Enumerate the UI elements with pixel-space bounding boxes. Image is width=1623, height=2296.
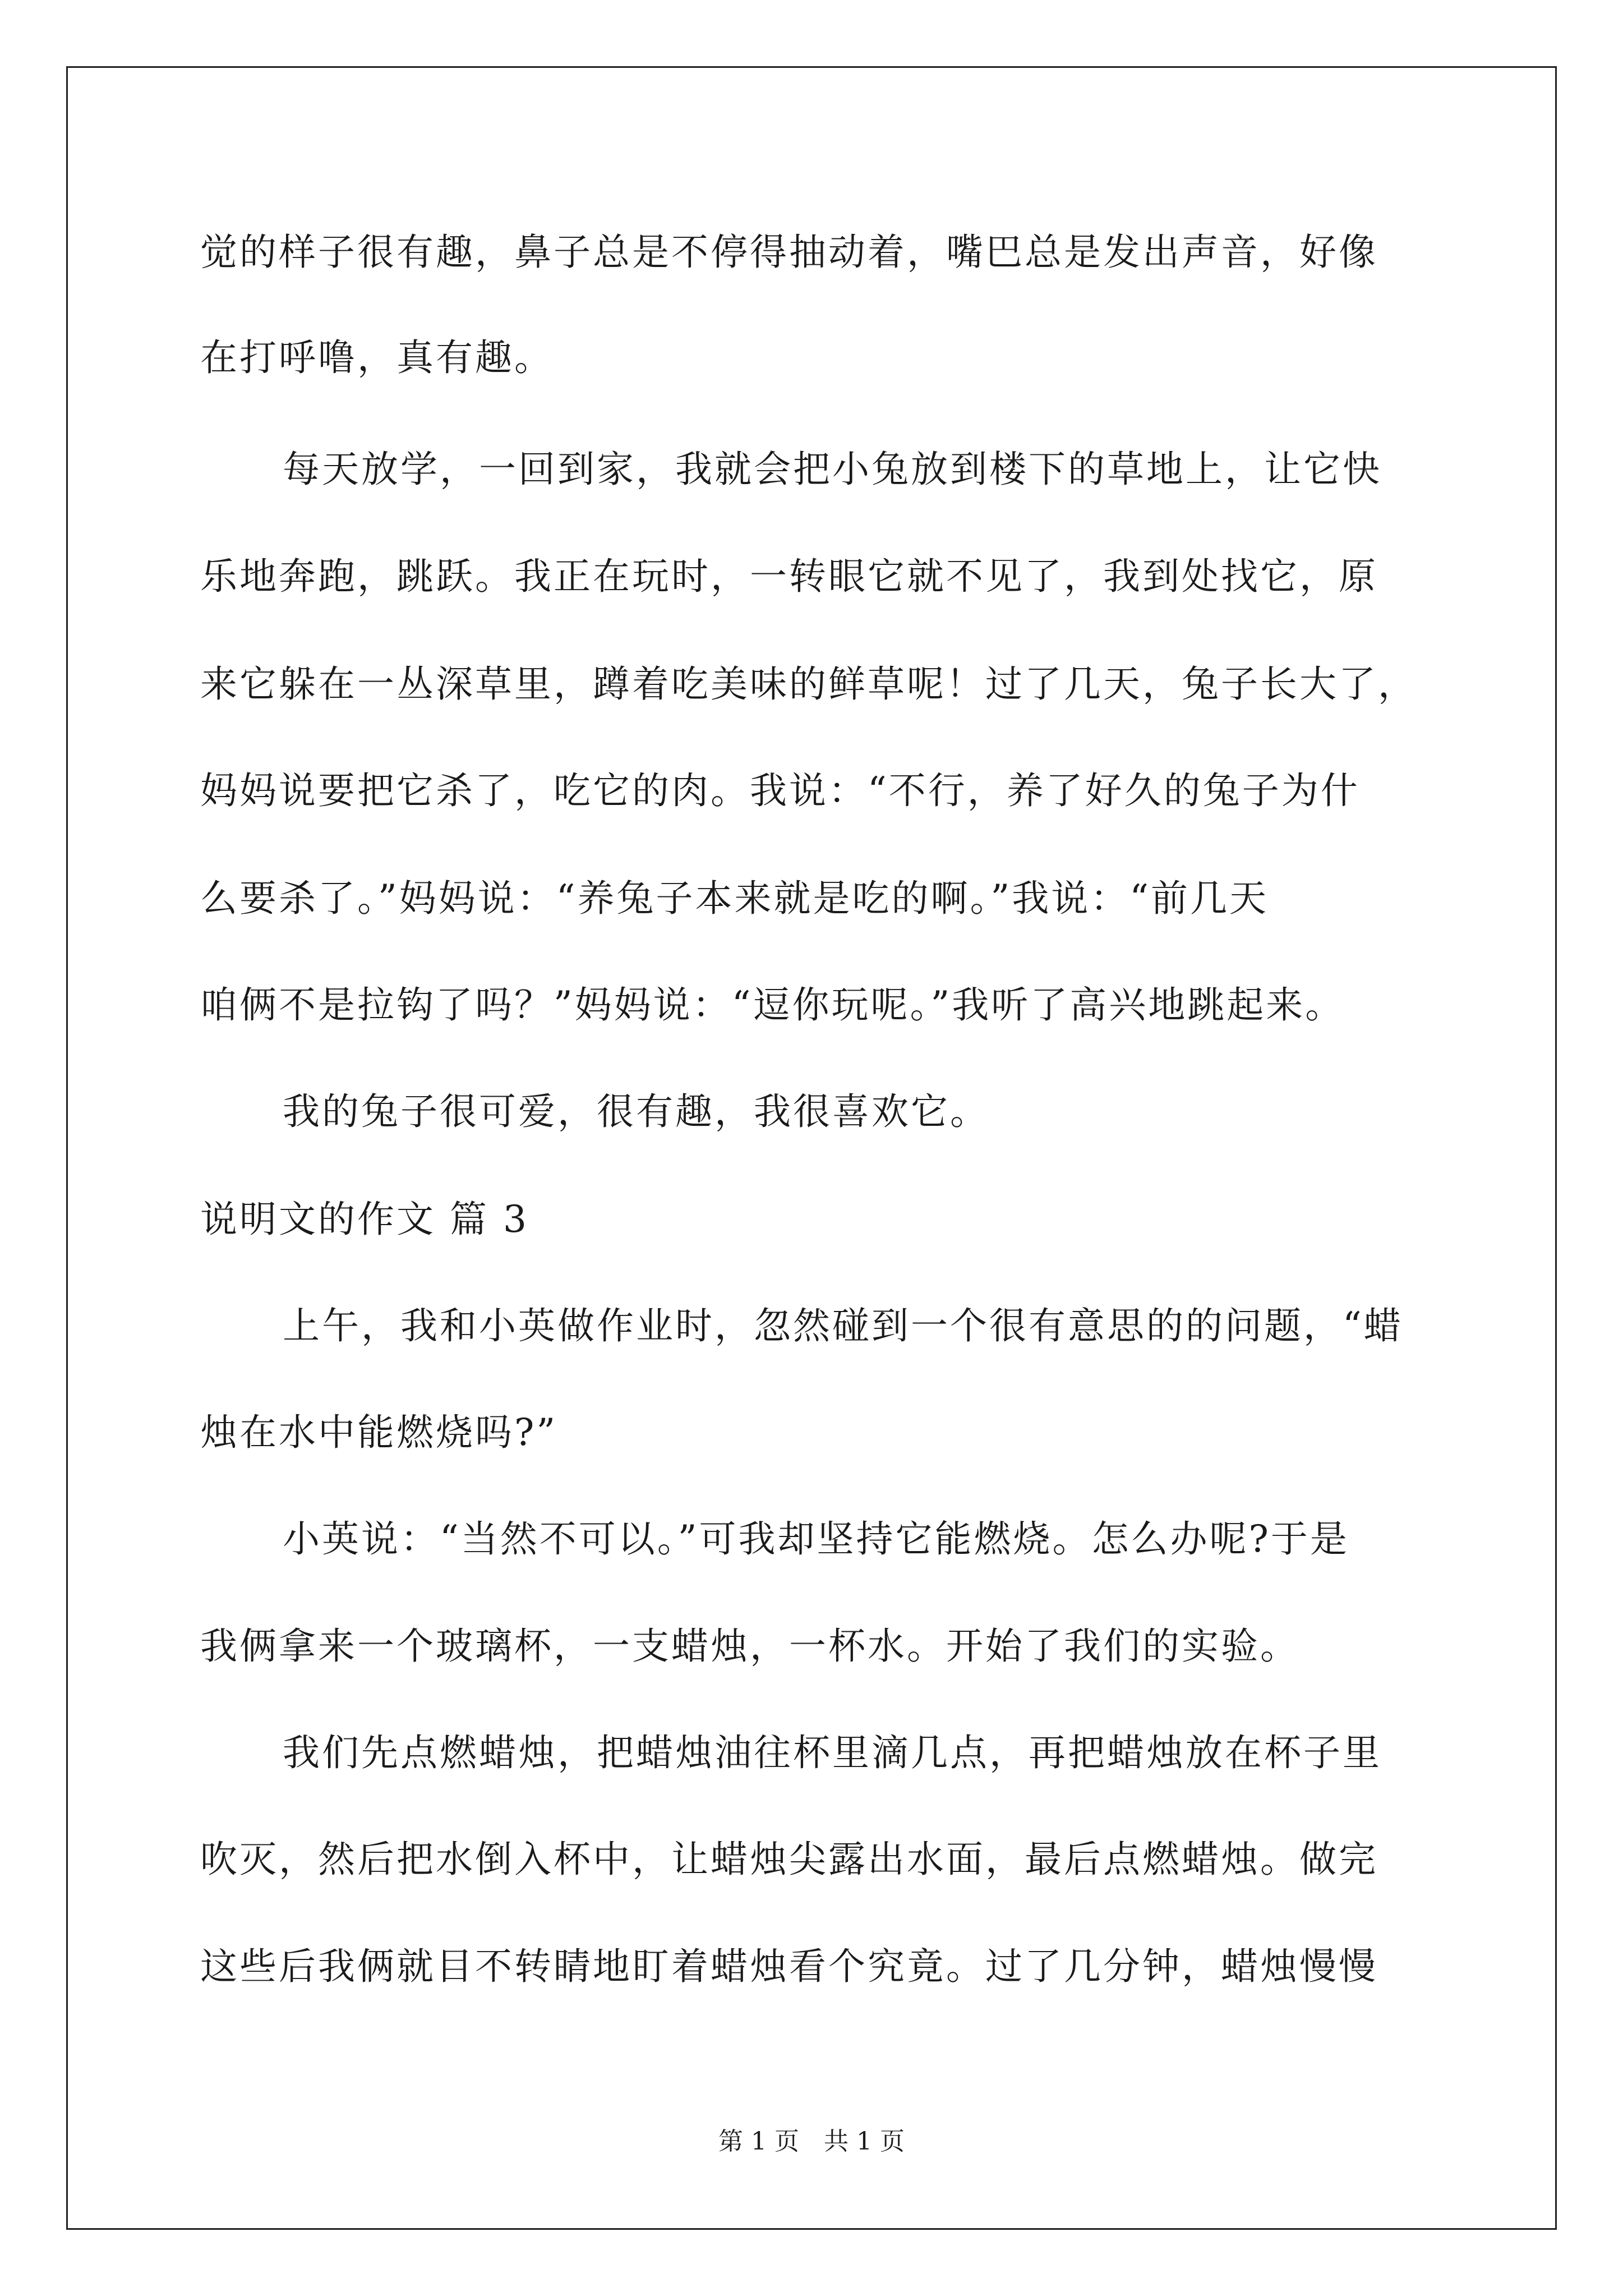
text-line: 我俩拿来一个玻璃杯，一支蜡烛，一杯水。开始了我们的实验。: [200, 1625, 1299, 1668]
page-footer: [0, 2126, 1623, 2157]
text-line: 么要杀了。”妈妈说：“养兔子本来就是吃的啊。”我说：“前几天: [200, 877, 1269, 920]
paragraph-line: 小英说：“当然不可以。”可我却坚持它能燃烧。怎么办呢?于是: [283, 1517, 1349, 1561]
section-heading: 说明文的作文 篇 3: [200, 1198, 529, 1241]
text-line: 烛在水中能燃烧吗?”: [200, 1411, 558, 1454]
text-line: 觉的样子很有趣，鼻子总是不停得抽动着，嘴巴总是发出声音，好像: [200, 231, 1378, 274]
paragraph-line: 每天放学，一回到家，我就会把小兔放到楼下的草地上，让它快: [283, 448, 1382, 491]
text-line: 在打呼噜，真有趣。: [200, 336, 554, 379]
page-total: 共 1 页: [824, 2127, 905, 2156]
paragraph-line: 上午，我和小英做作业时，忽然碰到一个很有意思的的问题，“蜡: [283, 1304, 1403, 1347]
page-number: 第 1 页: [718, 2127, 799, 2156]
text-line: 咱俩不是拉钩了吗？”妈妈说：“逗你玩呢。”我听了高兴地跳起来。: [200, 983, 1345, 1027]
page-border: [66, 66, 1557, 2230]
text-line: 这些后我俩就目不转睛地盯着蜡烛看个究竟。过了几分钟，蜡烛慢慢: [200, 1945, 1378, 1988]
text-line: 来它躲在一丛深草里，蹲着吃美味的鲜草呢！过了几天，兔子长大了，: [200, 662, 1417, 706]
paragraph-line: 我的兔子很可爱，很有趣，我很喜欢它。: [283, 1090, 989, 1133]
text-line: 吹灭，然后把水倒入杯中，让蜡烛尖露出水面，最后点燃蜡烛。做完: [200, 1838, 1378, 1881]
paragraph-line: 我们先点燃蜡烛，把蜡烛油往杯里滴几点，再把蜡烛放在杯子里: [283, 1731, 1382, 1774]
text-line: 乐地奔跑，跳跃。我正在玩时，一转眼它就不见了，我到处找它，原: [200, 555, 1378, 598]
text-line: 妈妈说要把它杀了，吃它的肉。我说：“不行，养了好久的兔子为什: [200, 769, 1360, 812]
